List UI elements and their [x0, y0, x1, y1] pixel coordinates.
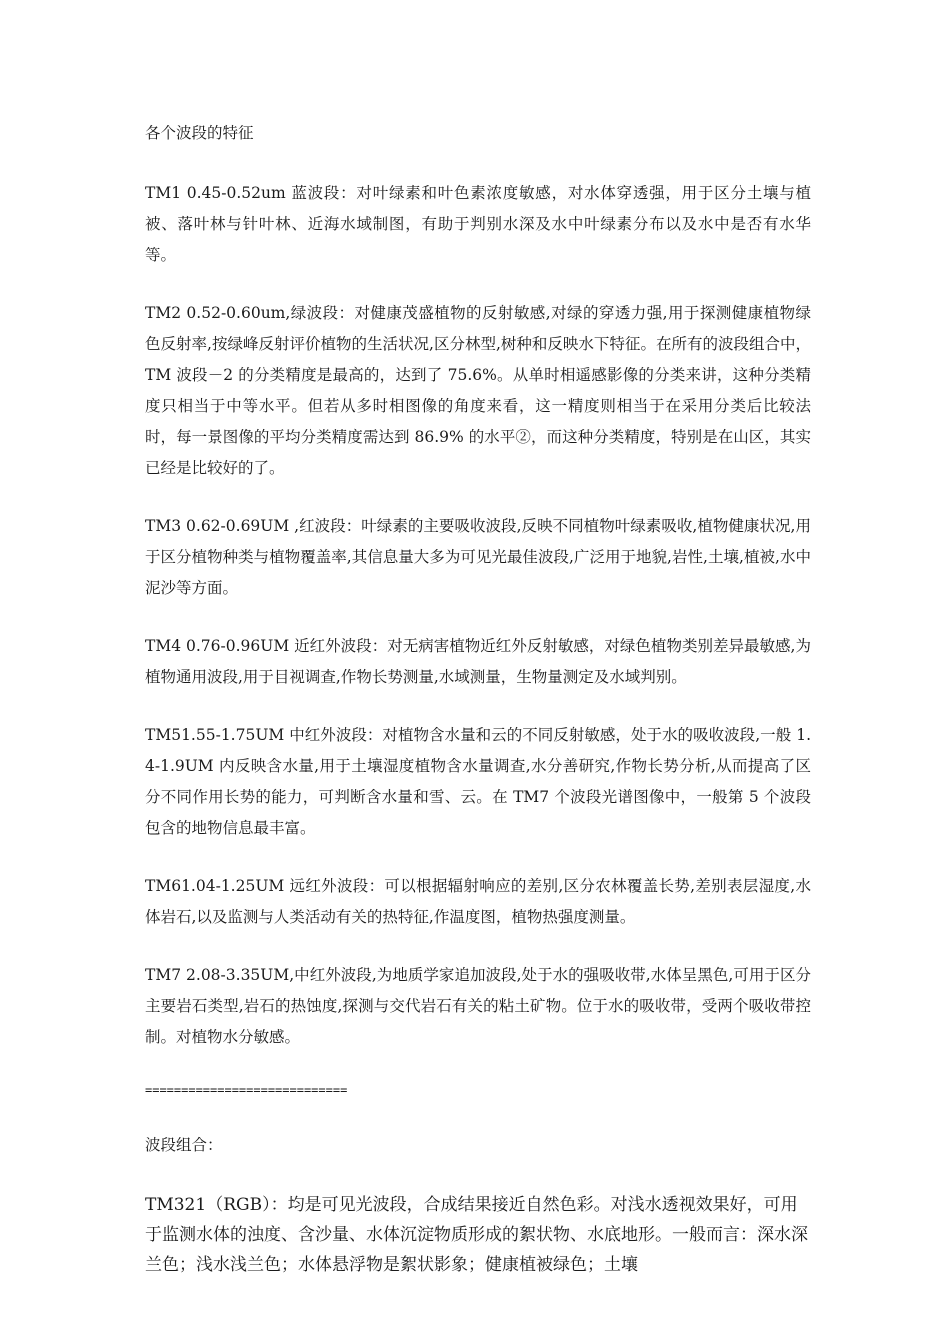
section-title: 各个波段的特征	[145, 124, 254, 142]
band-tm6-paragraph: TM61.04-1.25UM 远红外波段：可以根据辐射响应的差别,区分农林覆盖长势,差别表层湿度,水体岩石,以及监测与人类活动有关的热特征,作温度图，植物热强度测量。	[145, 877, 811, 926]
band-tm7-paragraph: TM7 2.08-3.35UM,中红外波段,为地质学家追加波段,处于水的强吸收带,水体呈黑色,可用于区分主要岩石类型,岩石的热蚀度,探测与交代岩石有关的粘土矿物。位于水的吸收带，受两个吸收带控制。对植物水分敏感。	[145, 966, 811, 1046]
band-tm4-paragraph: TM4 0.76-0.96UM 近红外波段：对无病害植物近红外反射敏感，对绿色植物类别差异最敏感,为植物通用波段,用于目视调查,作物长势测量,水域测量，生物量测定及水域判别。	[145, 637, 811, 686]
document-page	[145, 118, 811, 1280]
combos-title: 波段组合：	[145, 1136, 223, 1154]
band-tm3-paragraph: TM3 0.62-0.69UM ,红波段：叶绿素的主要吸收波段,反映不同植物叶绿素吸收,植物健康状况,用于区分植物种类与植物覆盖率,其信息量大多为可见光最佳波段,广泛用于地貌,岩性,土壤,植被,水中泥沙等方面。	[145, 517, 811, 597]
band-tm1-paragraph: TM1 0.45-0.52um 蓝波段：对叶绿素和叶色素浓度敏感，对水体穿透强，用于区分土壤与植被、落叶林与针叶林、近海水域制图，有助于判别水深及水中叶绿素分布以及水中是否有水华等。	[145, 184, 811, 264]
band-tm5-paragraph: TM51.55-1.75UM 中红外波段：对植物含水量和云的不同反射敏感，处于水的吸收波段,一般 1.4-1.9UM 内反映含水量,用于土壤湿度植物含水量调查,水分善研究,作物长势分析,从而提高了区分不同作用长势的能力，可判断含水量和雪、云。在 TM7 个波段光谱图像中，一般第 5 个波段包含的地物信息最丰富。	[145, 726, 811, 837]
combo-tm321-paragraph: TM321（RGB）：均是可见光波段，合成结果接近自然色彩。对浅水透视效果好，可用于监测水体的浊度、含沙量、水体沉淀物质形成的絮状物、水底地形。一般而言：深水深兰色；浅水浅兰色；水体悬浮物是絮状影象；健康植被绿色；土壤	[145, 1195, 808, 1275]
section-divider: ============================	[145, 1083, 348, 1097]
band-tm2-paragraph: TM2 0.52-0.60um,绿波段：对健康茂盛植物的反射敏感,对绿的穿透力强,用于探测健康植物绿色反射率,按绿峰反射评价植物的生活状况,区分林型,树种和反映水下特征。在所有的波段组合中，TM 波段－2 的分类精度是最高的，达到了 75.6%。从单时相遥感影像的分类来讲，这种分类精度只相当于中等水平。但若从多时相图像的角度来看，这一精度则相当于在采用分类后比较法时，每一景图像的平均分类精度需达到 86.9% 的水平②，而这种分类精度，特别是在山区，其实已经是比较好的了。	[145, 304, 811, 477]
